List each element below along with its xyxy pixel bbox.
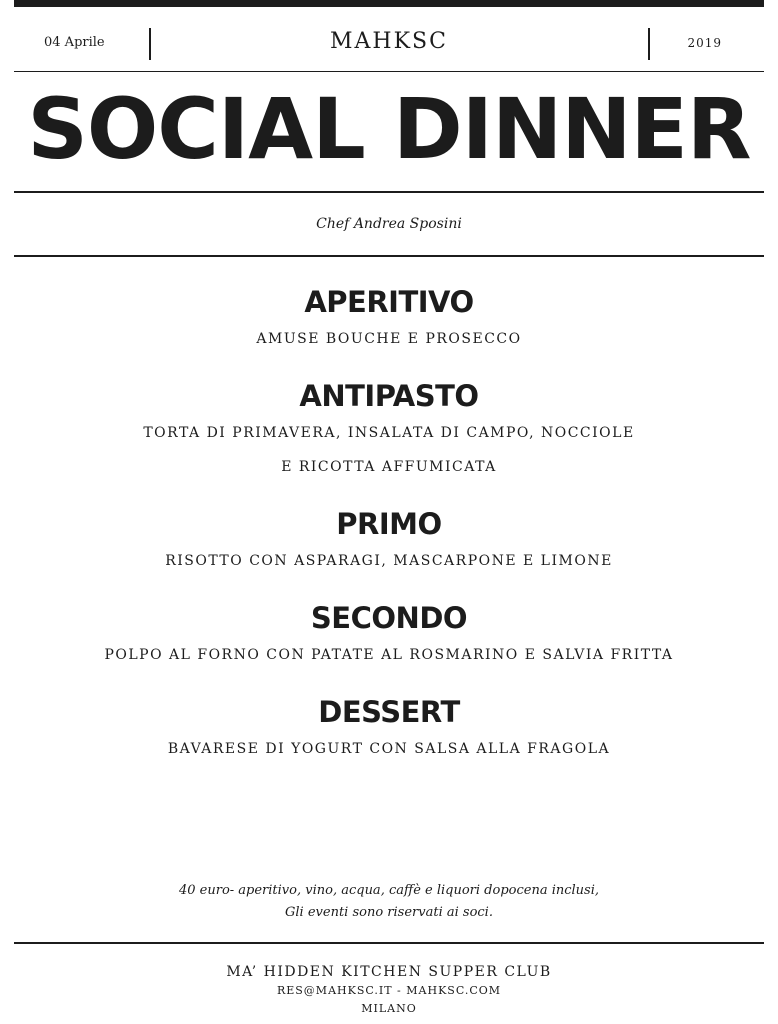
course-title: PRIMO (336, 507, 442, 541)
price-note-line: 40 euro- aperitivo, vino, acqua, caffè e liquori dopocena inclusi, (178, 883, 600, 898)
event-year: 2019 (687, 36, 722, 50)
course-description: BAVARESE DI YOGURT CON SALSA ALLA FRAGOLA (167, 741, 611, 757)
course-title: DESSERT (318, 695, 460, 729)
rule-above-footer (14, 942, 764, 944)
rule-under-title (14, 191, 764, 193)
course-description: E RICOTTA AFFUMICATA (281, 459, 497, 475)
menu-list (14, 282, 764, 786)
top-bar (14, 0, 764, 7)
course-antipasto (14, 376, 764, 484)
course-primo (14, 504, 764, 578)
contact-info: RES@MAHKSC.IT - MAHKSC.COM (276, 984, 502, 997)
course-secondo (14, 598, 764, 672)
event-date: 04 Aprile (44, 35, 105, 50)
rule-under-chef (14, 255, 764, 257)
divider-right (648, 28, 650, 60)
course-description: RISOTTO CON ASPARAGI, MASCARPONE E LIMONE (165, 553, 613, 569)
course-description: POLPO AL FORNO CON PATATE AL ROSMARINO E SALVIA FRITTA (104, 647, 674, 663)
footer (0, 962, 778, 1018)
masthead (14, 7, 764, 72)
course-dessert (14, 692, 764, 766)
page-title: SOCIAL DINNER (27, 80, 751, 178)
price-note (0, 880, 778, 924)
course-title: APERITIVO (304, 285, 474, 319)
city: MILANO (361, 1002, 417, 1015)
course-title: SECONDO (310, 601, 468, 635)
chef-name: Chef Andrea Sposini (316, 216, 462, 232)
course-title: ANTIPASTO (299, 379, 479, 413)
course-description: AMUSE BOUCHE E PROSECCO (256, 331, 522, 347)
course-aperitivo (14, 282, 764, 356)
price-note-line: Gli eventi sono riservati ai soci. (285, 905, 493, 920)
course-description: TORTA DI PRIMAVERA, INSALATA DI CAMPO, NOCCIOLE (143, 425, 635, 441)
club-name: MA’ HIDDEN KITCHEN SUPPER CLUB (226, 964, 552, 980)
brand-name: MAHKSC (330, 29, 448, 54)
